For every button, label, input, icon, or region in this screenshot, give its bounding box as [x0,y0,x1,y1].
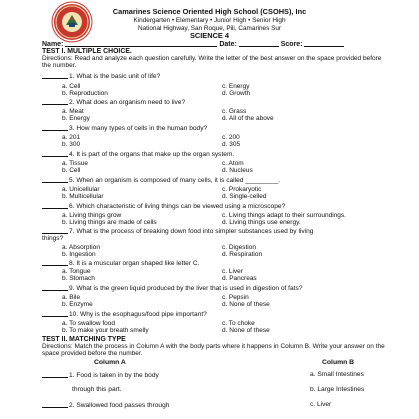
option-a: a. Tissue [62,160,89,167]
subject-title: SCIENCE 4 [189,31,230,40]
option-a: a. Absorption [62,244,100,251]
answer-blank[interactable] [42,310,68,317]
score-label: Score: [280,41,303,48]
option-d: d. Respiration [222,251,263,258]
option-d: d. All of the above [222,115,274,122]
question-3: 3. How many types of cells in the human body? [42,124,387,133]
matching-item-2: 2. Swallowed food passes through [42,401,169,410]
answer-blank[interactable] [42,72,68,79]
name-label: Name: [42,41,64,48]
option-a: a. Living things grow [62,212,122,219]
matching-item-1-continued: through this part. [72,386,122,393]
answer-blank[interactable] [42,98,68,105]
option-b: b. Energy [62,115,90,122]
question-7-continued: things? [42,235,64,242]
test1-title: TEST I. MULTIPLE CHOICE. [42,48,132,55]
name-field[interactable] [65,40,217,47]
column-a-heading: Column A [94,359,126,366]
option-b: b. Reproduction [62,90,108,97]
question-10: 10. Why is the esophagus/food pipe important? [42,310,387,319]
option-d: d. None of these [222,301,270,308]
option-d: d. Growth [222,90,251,97]
answer-blank[interactable] [42,259,68,266]
question-2: 2. What does an organism need to live? [42,98,387,107]
option-d: d. 305 [222,141,241,148]
option-c: c. Grass [222,108,247,115]
option-c: c. Living things adapt to their surroundings. [222,212,346,219]
column-b-option: b. Large Intestines [310,386,365,393]
option-c: c. Prokaryotic [222,186,262,193]
option-c: c. Pepsin [222,294,249,301]
option-b: b. Ingestion [62,251,96,258]
column-b-heading: Column B [322,359,355,366]
option-b: b. Enzyme [62,301,93,308]
column-b-option: c. Liver [310,401,332,408]
question-9: 9. What is the green liquid produced by the liver that is used in digestion of fats? [42,284,387,293]
score-field[interactable] [304,40,344,47]
option-a: a. Bile [62,294,81,301]
answer-blank[interactable] [42,227,68,234]
option-a: a. To swallow food [62,320,115,327]
question-1: 1. What is the basic unit of life? [42,72,387,81]
answer-blank[interactable] [42,176,68,183]
date-label: Date: [219,41,237,48]
option-a: a. Tongue [62,268,91,275]
option-c: c. To choke [222,320,255,327]
option-d: d. Living things use energy. [222,219,301,226]
question-5: 5. When an organism is composed of many cells, it is called _________. [42,176,387,185]
option-c: c. Digestion [222,244,256,251]
option-d: d. Pancreas [222,275,257,282]
answer-blank[interactable] [42,202,68,209]
option-b: b. To make your breath smelly [62,327,149,334]
test1-directions: Directions: Read and analyze each question carefully. Write the letter of the best answer on the space provided before the number. [42,55,382,70]
school-name: Camarines Science Oriented High School (CSOHS), Inc [112,7,307,16]
date-field[interactable] [239,40,279,47]
answer-blank[interactable] [42,401,68,408]
option-b: b. Multicellular [62,193,104,200]
option-a: a. Meat [62,108,84,115]
option-a: a. Cell [62,83,81,90]
option-b: b. Stomach [62,275,95,282]
answer-blank[interactable] [42,284,68,291]
option-d: d. Single-celled [222,193,267,200]
question-7: 7. What is the process of breaking down food into simpler substances used by living [42,227,387,236]
question-6: 6. Which characteristic of living things can be viewed using a microscope? [42,202,387,211]
matching-item-1: 1. Food is taken in by the body [42,371,159,380]
answer-blank[interactable] [42,371,68,378]
school-address: National Highway, San Roque, Pili, Camarines Sur [137,25,282,32]
answer-blank[interactable] [42,124,68,131]
option-c: c. Atom [222,160,244,167]
option-b: b. Cell [62,167,81,174]
answer-blank[interactable] [42,150,68,157]
question-4: 4. It is part of the organs that make up the organ system. [42,150,387,159]
option-b: b. 300 [62,141,81,148]
option-c: c. 200 [222,134,240,141]
question-8: 8. It is a muscular organ shaped like letter C. [42,259,387,268]
option-b: b. Living things are made of cells [62,219,157,226]
option-c: c. Energy [222,83,250,90]
option-d: d. Nucleus [222,167,253,174]
option-d: d. None of these [222,327,270,334]
option-a: a. 201 [62,134,81,141]
option-c: c. Liver [222,268,243,275]
school-levels: Kindergarten • Elementary • Junior High • Senior High [133,17,286,24]
test2-title: TEST II. MATCHING TYPE [42,336,126,343]
column-b-option: a. Small Intestines [310,371,364,378]
test2-directions: Directions: Match the process in Column A with the body parts where it happens in Column B. Write your answer on the space provided before the number. [42,343,385,358]
option-a: a. Unicellular [62,186,100,193]
